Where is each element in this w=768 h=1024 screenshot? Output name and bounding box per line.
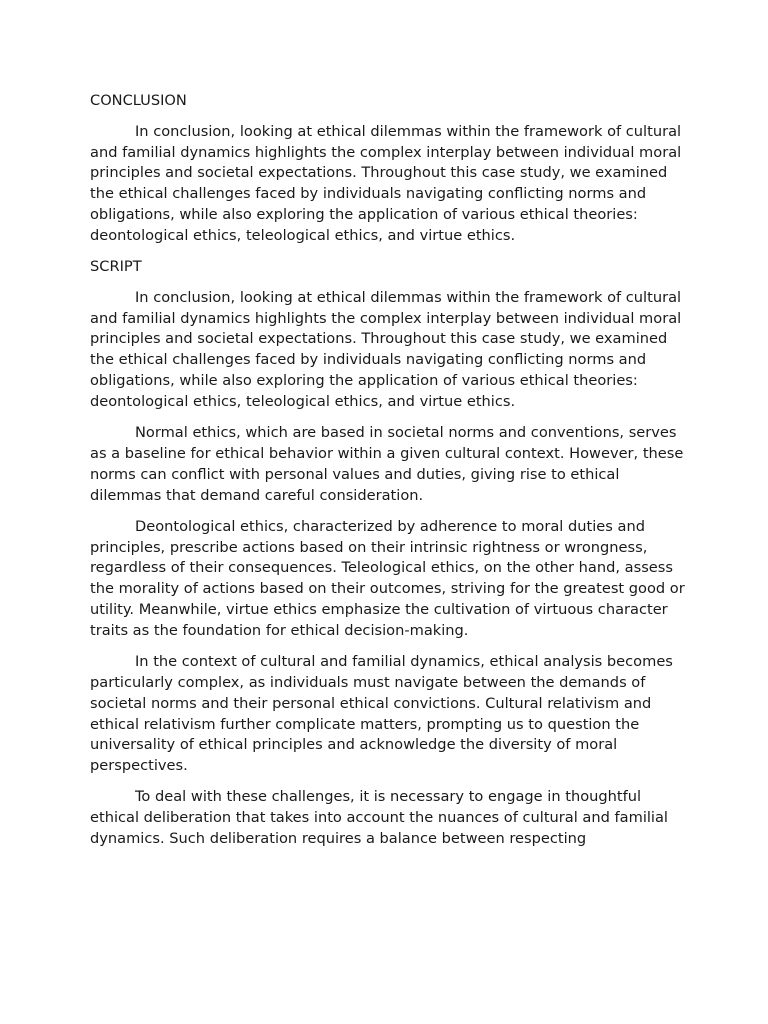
paragraph: In the context of cultural and familial dynamics, ethical analysis becomes particularly complex, as individuals must navigate between the demands of societal norms and their personal ethical convictions. Cultural relativism and ethical relativism further complicate matters, prompting us to question the universality of ethical principles and acknowledge the diversity of moral perspectives.	[90, 653, 673, 775]
paragraph: To deal with these challenges, it is necessary to engage in thoughtful ethical deliberation that takes into account the nuances of cultural and familial dynamics. Such deliberation requires a balance between respecting	[90, 788, 668, 847]
paragraph: In conclusion, looking at ethical dilemmas within the framework of cultural and familial dynamics highlights the complex interplay between individual moral principles and societal expectations. Throughout this case study, we examined the ethical challenges faced by individuals navigating conflicting norms and obligations, while also exploring the application of various ethical theories: deontological ethics, teleological ethics, and virtue ethics.	[90, 122, 682, 244]
paragraph: Deontological ethics, characterized by adherence to moral duties and principles, prescribe actions based on their intrinsic rightness or wrongness, regardless of their consequences. Teleological ethics, on the other hand, assess the morality of actions based on their outcomes, striving for the greatest good or utility. Meanwhile, virtue ethics emphasize the cultivation of virtuous character traits as the foundation for ethical decision-making.	[90, 517, 685, 639]
paragraph: In conclusion, looking at ethical dilemmas within the framework of cultural and familial dynamics highlights the complex interplay between individual moral principles and societal expectations. Throughout this case study, we examined the ethical challenges faced by individuals navigating conflicting norms and obligations, while also exploring the application of various ethical theories: deontological ethics, teleological ethics, and virtue ethics.	[90, 288, 682, 410]
section-heading-script: SCRIPT	[90, 258, 142, 276]
section-conclusion	[90, 91, 690, 247]
paragraph: Normal ethics, which are based in societal norms and conventions, serves as a baseline for ethical behavior within a given cultural context. However, these norms can conflict with personal values and duties, giving rise to ethical dilemmas that demand careful consideration.	[90, 424, 684, 504]
section-script	[90, 257, 690, 850]
section-heading-conclusion: CONCLUSION	[90, 92, 187, 109]
document-page	[90, 91, 690, 860]
